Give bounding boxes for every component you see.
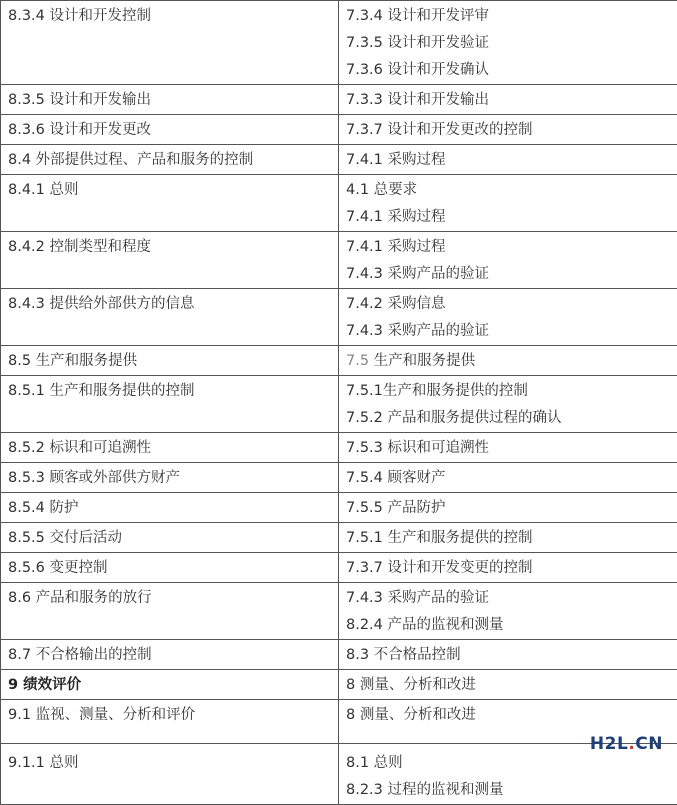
cell-new-clause [1, 493, 339, 523]
clause-text: 7.5.3 标识和可追溯性 [346, 435, 677, 462]
watermark-tld: CN [635, 734, 663, 754]
cell-old-clause [339, 493, 677, 523]
cell-new-clause [1, 523, 339, 553]
cell-old-clause [339, 289, 677, 346]
clause-text: 9.1.1 总则 [8, 750, 338, 777]
cell-old-clause [339, 145, 677, 175]
watermark-brand: H2L [590, 734, 628, 754]
clause-text: 8.5.3 顾客或外部供方财产 [8, 465, 338, 492]
clause-text: 8.2.4 产品的监视和测量 [346, 612, 677, 639]
clause-text: 8.2.3 过程的监视和测量 [346, 777, 677, 804]
table-row [1, 463, 677, 493]
cell-old-clause [339, 376, 677, 433]
table-row [1, 640, 677, 670]
table-row [1, 376, 677, 433]
cell-old-clause [339, 433, 677, 463]
cell-new-clause [1, 289, 339, 346]
table-row [1, 85, 677, 115]
clause-text: 7.4.3 采购产品的验证 [346, 585, 677, 612]
clause-text: 8.6 产品和服务的放行 [8, 585, 338, 612]
clause-text [346, 348, 677, 375]
clause-text: 8.5 生产和服务提供 [8, 348, 338, 375]
clause-text: 7.3.5 设计和开发验证 [346, 30, 677, 57]
cell-old-clause [339, 1, 677, 85]
clause-text: 7.4.3 采购产品的验证 [346, 318, 677, 345]
table-row [1, 1, 677, 85]
table-row [1, 493, 677, 523]
clause-text: 7.3.6 设计和开发确认 [346, 57, 677, 84]
clause-text: 7.5.1 生产和服务提供的控制 [346, 525, 677, 552]
clause-text: 7.5.5 产品防护 [346, 495, 677, 522]
clause-text: 7.5.4 顾客财产 [346, 465, 677, 492]
cell-old-clause [339, 670, 677, 700]
cell-old-clause [339, 175, 677, 232]
clause-text: 7.4.3 采购产品的验证 [346, 261, 677, 288]
cell-new-clause [1, 175, 339, 232]
clause-text: 7.5.2 产品和服务提供过程的确认 [346, 405, 677, 432]
table-row [1, 583, 677, 640]
cell-old-clause [339, 523, 677, 553]
clause-title: 生产和服务提供 [369, 353, 475, 369]
cell-old-clause [339, 85, 677, 115]
cell-new-clause [1, 1, 339, 85]
table-row [1, 289, 677, 346]
cell-new-clause [1, 376, 339, 433]
cell-new-clause [1, 744, 339, 805]
cell-new-clause [1, 553, 339, 583]
clause-text: 7.3.7 设计和开发更改的控制 [346, 117, 677, 144]
table-row [1, 523, 677, 553]
table-row [1, 346, 677, 376]
clause-number: 7.5 [346, 353, 369, 369]
clause-text: 8.5.4 防护 [8, 495, 338, 522]
clause-text: 8.3.5 设计和开发输出 [8, 87, 338, 114]
table-row [1, 700, 677, 744]
cell-new-clause [1, 463, 339, 493]
table-row [1, 670, 677, 700]
clause-text: 7.3.4 设计和开发评审 [346, 3, 677, 30]
table-row [1, 433, 677, 463]
clause-text: 8 测量、分析和改进 [346, 672, 677, 699]
clause-text: 8.4.2 控制类型和程度 [8, 234, 338, 261]
cell-new-clause [1, 700, 339, 744]
cell-old-clause [339, 232, 677, 289]
cell-new-clause [1, 640, 339, 670]
cell-old-clause [339, 346, 677, 376]
clause-text: 8.5.1 生产和服务提供的控制 [8, 378, 338, 405]
clause-text: 9.1 监视、测量、分析和评价 [8, 702, 338, 729]
clause-text: 8.5.5 交付后活动 [8, 525, 338, 552]
cell-new-clause [1, 85, 339, 115]
watermark-dot: . [628, 734, 635, 754]
cell-old-clause [339, 115, 677, 145]
watermark-logo [590, 734, 663, 754]
clause-text: 8.3 不合格品控制 [346, 642, 677, 669]
clause-text: 7.4.1 采购过程 [346, 234, 677, 261]
table-body [1, 1, 677, 805]
clause-text: 8.3.6 设计和开发更改 [8, 117, 338, 144]
cell-old-clause [339, 583, 677, 640]
clause-text: 8.5.6 变更控制 [8, 555, 338, 582]
clause-text: 7.4.1 采购过程 [346, 204, 677, 231]
clause-text: 7.4.1 采购过程 [346, 147, 677, 174]
clause-text: 8.3.4 设计和开发控制 [8, 3, 338, 30]
table-row [1, 232, 677, 289]
clause-text: 7.3.7 设计和开发变更的控制 [346, 555, 677, 582]
clause-text: 8.1 总则 [346, 750, 677, 777]
clause-text: 8.4.1 总则 [8, 177, 338, 204]
clause-text: 7.3.3 设计和开发输出 [346, 87, 677, 114]
table-row [1, 553, 677, 583]
clause-text: 4.1 总要求 [346, 177, 677, 204]
cell-new-clause [1, 232, 339, 289]
cell-new-clause [1, 145, 339, 175]
clause-text: 7.5.1生产和服务提供的控制 [346, 378, 677, 405]
cell-new-clause [1, 115, 339, 145]
cell-old-clause [339, 463, 677, 493]
cell-new-clause [1, 583, 339, 640]
clause-text: 8.4 外部提供过程、产品和服务的控制 [8, 147, 338, 174]
clause-text: 8.5.2 标识和可追溯性 [8, 435, 338, 462]
clause-text: 8.4.3 提供给外部供方的信息 [8, 291, 338, 318]
cell-new-clause [1, 670, 339, 700]
clause-text: 9 绩效评价 [8, 672, 338, 699]
clause-text: 7.4.2 采购信息 [346, 291, 677, 318]
table-row [1, 145, 677, 175]
cell-new-clause [1, 433, 339, 463]
table-row [1, 175, 677, 232]
clause-text: 8.7 不合格输出的控制 [8, 642, 338, 669]
cell-new-clause [1, 346, 339, 376]
cell-old-clause [339, 553, 677, 583]
cell-old-clause [339, 640, 677, 670]
clause-text: 8 测量、分析和改进 [346, 702, 677, 729]
table-row [1, 115, 677, 145]
table-row [1, 744, 677, 805]
